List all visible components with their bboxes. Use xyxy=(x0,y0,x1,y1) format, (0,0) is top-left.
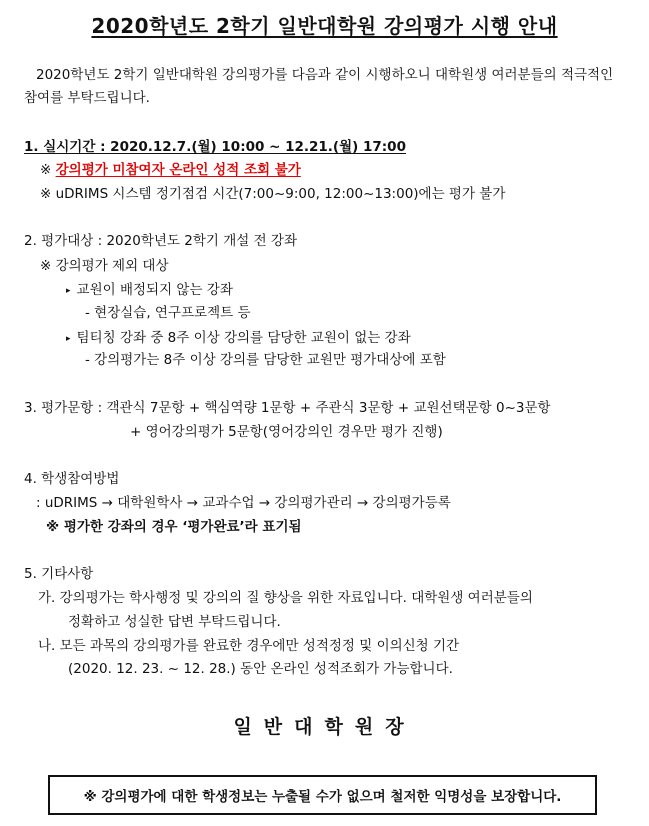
note-mark: ※ xyxy=(40,162,52,178)
exclusion-item-1-detail: - 현장실습, 연구프로젝트 등 xyxy=(85,305,251,321)
participation-path: : uDRIMS → 대학원학사 → 교과수업 → 강의평가관리 → 강의평가등록 xyxy=(36,495,451,511)
misc-heading: 5. 기타사항 xyxy=(24,566,94,582)
misc-na-line-1: 나. 모든 과목의 강의평가를 완료한 경우에만 성적정정 및 이의신청 기간 xyxy=(38,638,460,654)
misc-ga-line-2: 정확하고 성실한 답변 부탁드립니다. xyxy=(68,614,281,630)
participation-heading: 4. 학생참여방법 xyxy=(24,471,120,487)
period-heading: 1. 실시기간 : 2020.12.7.(월) 10:00 ~ 12.21.(월) 17:00 xyxy=(24,139,406,155)
completed-note: ※ 평가한 강좌의 경우 ‘평가완료’라 표기됨 xyxy=(46,519,302,535)
anonymity-notice-box xyxy=(48,775,597,815)
exclusion-item-2: ▸ 팀티칭 강좌 중 8주 이상 강의를 담당한 교원이 없는 강좌 xyxy=(66,330,411,346)
misc-ga-line-1: 가. 강의평가는 학사행정 및 강의의 질 향상을 위한 자료입니다. 대학원생 여러분들의 xyxy=(38,590,533,606)
items-line-2: + 영어강의평가 5문항(영어강의인 경우만 평가 진행) xyxy=(130,424,443,440)
intro-paragraph: 2020학년도 2학기 일반대학원 강의평가를 다음과 같이 시행하오니 대학원생 여러분들의 적극적인 참여를 부탁드립니다. xyxy=(24,67,614,106)
anonymity-notice: ※ 강의평가에 대한 학생정보는 누출될 수가 없으며 철저한 익명성을 보장합니다. xyxy=(83,789,562,805)
items-line-1: 3. 평가문항 : 객관식 7문항 + 핵심역량 1문항 + 주관식 3문항 + 교원선택문항 0~3문항 xyxy=(24,400,551,416)
page-title: 2020학년도 2학기 일반대학원 강의평가 시행 안내 xyxy=(91,14,558,38)
exclusion-item-2-detail: - 강의평가는 8주 이상 강의를 담당한 교원만 평가대상에 포함 xyxy=(85,352,446,368)
period-note-red xyxy=(40,160,301,180)
target-heading: 2. 평가대상 : 2020학년도 2학기 개설 전 강좌 xyxy=(24,233,297,249)
misc-na-line-2: (2020. 12. 23. ~ 12. 28.) 동안 온라인 성적조회가 가능합니다. xyxy=(68,661,453,677)
bullet-icon: ▸ xyxy=(66,286,71,296)
signature: 일반대학원장 xyxy=(233,716,416,738)
bullet-icon: ▸ xyxy=(66,334,71,344)
exclusion-item-1: ▸ 교원이 배정되지 않는 강좌 xyxy=(66,282,233,298)
exclusion-heading: ※ 강의평가 제외 대상 xyxy=(40,258,169,274)
no-grade-warning: 강의평가 미참여자 온라인 성적 조회 불가 xyxy=(55,162,301,178)
maintenance-note: ※ uDRIMS 시스템 정기점검 시간(7:00~9:00, 12:00~13:00)에는 평가 불가 xyxy=(40,186,506,202)
